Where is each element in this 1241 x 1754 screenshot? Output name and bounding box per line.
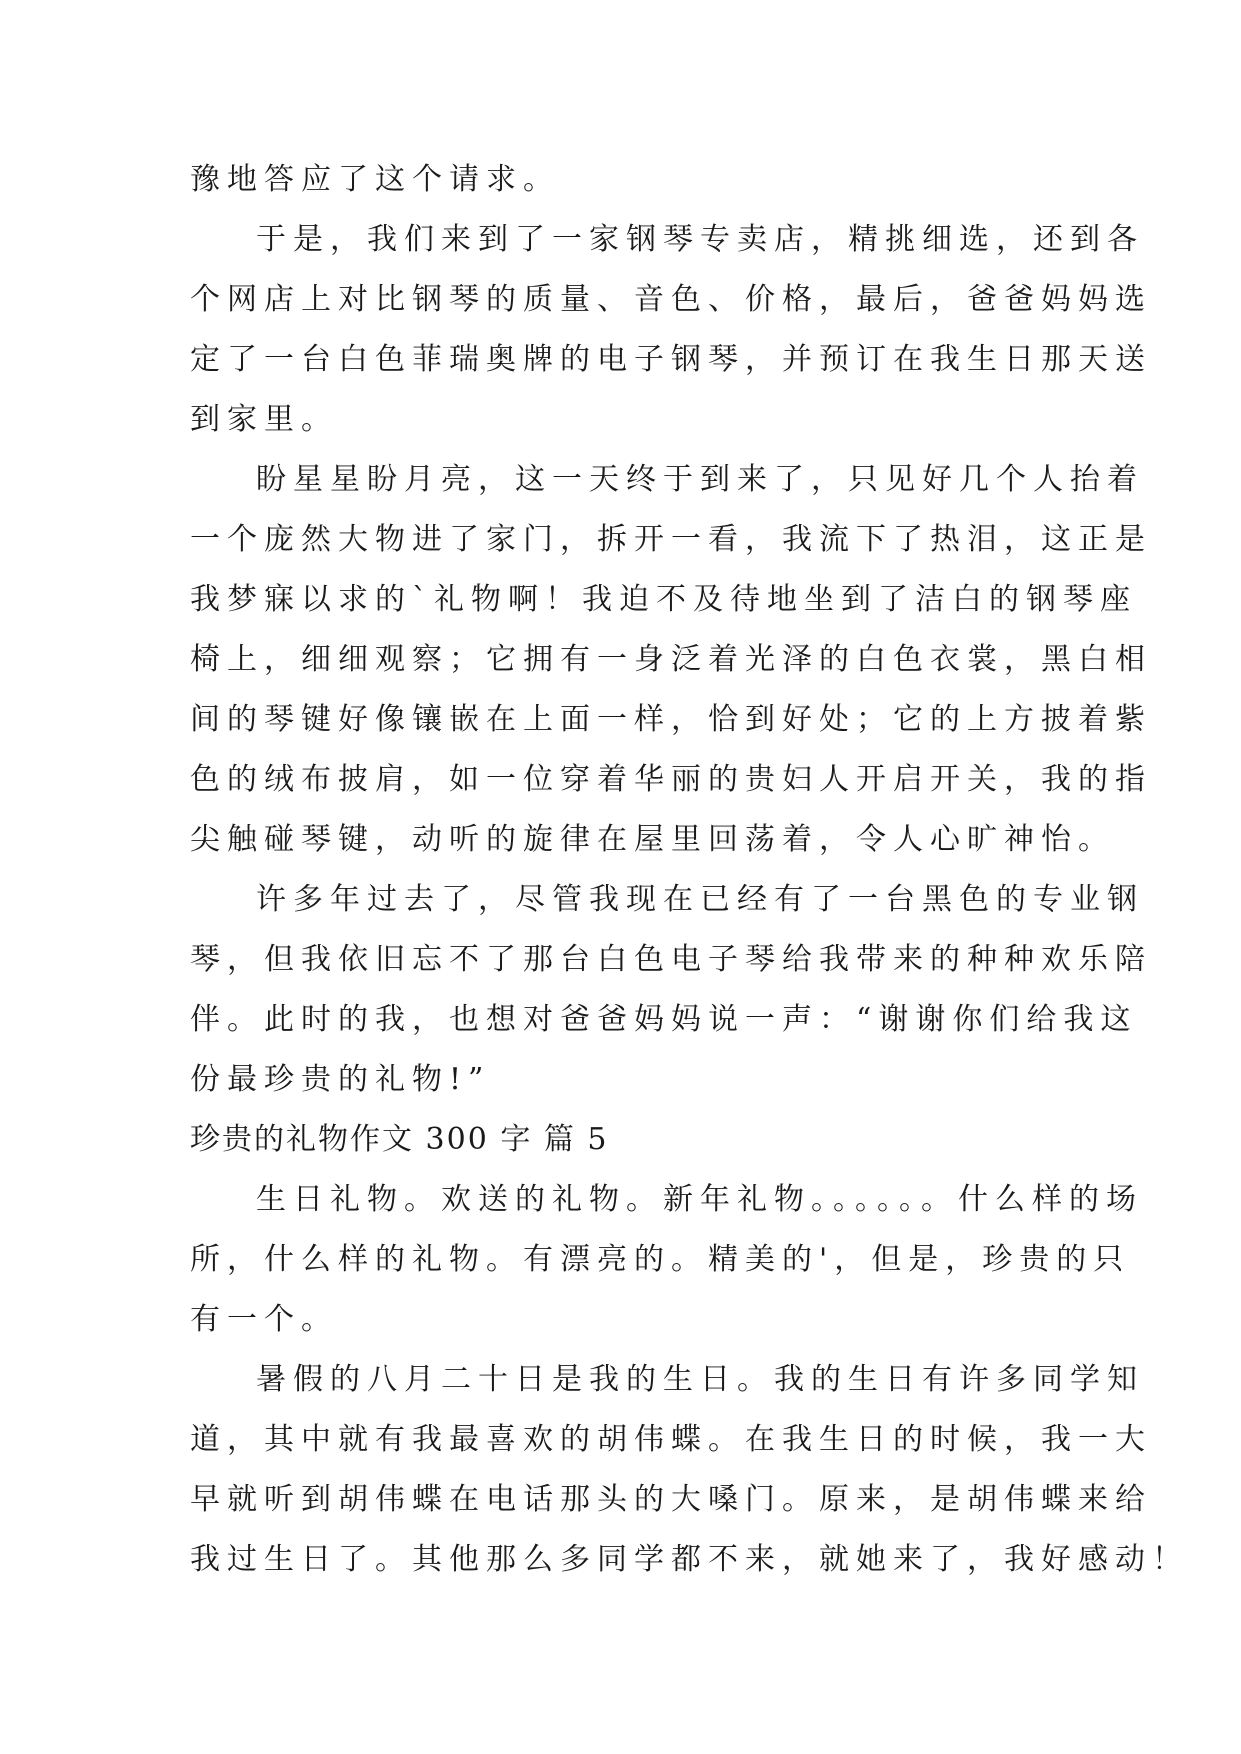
text-line: 我过生日了。其他那么多同学都不来，就她来了，我好感动！: [190, 1542, 1189, 1577]
text-line: 个网店上对比钢琴的质量、音色、价格，最后，爸爸妈妈选: [190, 282, 1152, 317]
text-line: 色的绒布披肩，如一位穿着华丽的贵妇人开启开关，我的指: [190, 762, 1152, 797]
text-line: 早就听到胡伟蝶在电话那头的大嗓门。原来，是胡伟蝶来给: [190, 1482, 1152, 1517]
text-line: 道，其中就有我最喜欢的胡伟蝶。在我生日的时候，我一大: [190, 1422, 1152, 1457]
text-line: 琴，但我依旧忘不了那台白色电子琴给我带来的种种欢乐陪: [190, 942, 1152, 977]
paragraph-start-line: 暑假的八月二十日是我的生日。我的生日有许多同学知: [256, 1362, 1144, 1397]
paragraph-start-line: 于是，我们来到了一家钢琴专卖店，精挑细选，还到各: [256, 222, 1144, 257]
text-line: 份最珍贵的礼物!”: [190, 1062, 491, 1097]
text-line: 所，什么样的礼物。有漂亮的。精美的'，但是，珍贵的只: [190, 1242, 1131, 1277]
text-line: 椅上，细细观察；它拥有一身泛着光泽的白色衣裳，黑白相: [190, 642, 1152, 677]
paragraph-start-line: 盼星星盼月亮，这一天终于到来了，只见好几个人抬着: [256, 462, 1144, 497]
section-heading: 珍贵的礼物作文 300 字 篇 5: [190, 1122, 609, 1157]
text-line: 到家里。: [190, 402, 338, 437]
paragraph-start-line: 生日礼物。欢送的礼物。新年礼物。。。。。。什么样的场: [256, 1182, 1143, 1217]
text-line: 伴。此时的我，也想对爸爸妈妈说一声：“谢谢你们给我这: [190, 1002, 1138, 1037]
text-line: 有一个。: [190, 1302, 338, 1337]
text-line: 豫地答应了这个请求。: [190, 162, 560, 197]
text-line: 一个庞然大物进了家门，拆开一看，我流下了热泪，这正是: [190, 522, 1152, 557]
text-line: 定了一台白色菲瑞奥牌的电子钢琴，并预订在我生日那天送: [190, 342, 1152, 377]
text-line: 尖触碰琴键，动听的旋律在屋里回荡着，令人心旷神怡。: [190, 822, 1115, 857]
text-line: 间的琴键好像镶嵌在上面一样，恰到好处；它的上方披着紫: [190, 702, 1152, 737]
text-line: 我梦寐以求的`礼物啊！我迫不及待地坐到了洁白的钢琴座: [190, 582, 1137, 617]
paragraph-start-line: 许多年过去了，尽管我现在已经有了一台黑色的专业钢: [256, 882, 1144, 917]
document-body: [190, 150, 1189, 1590]
